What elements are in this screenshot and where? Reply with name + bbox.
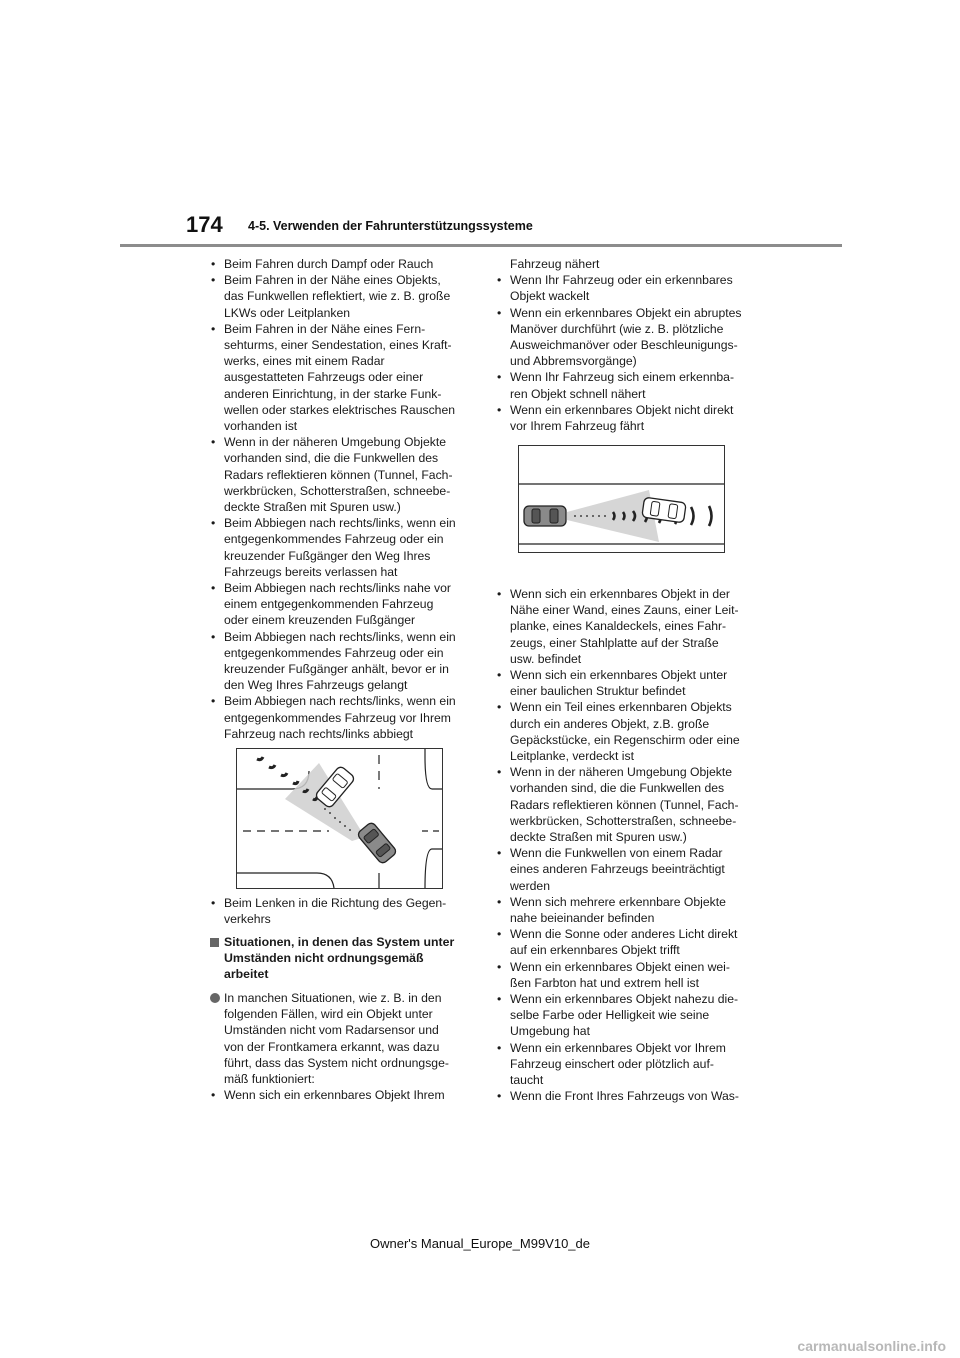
bullet-item: • Wenn die Funkwellen von einem Radar xyxy=(490,845,752,861)
bullet-item: • Wenn Ihr Fahrzeug sich einem erkennba- xyxy=(490,369,752,385)
bullet-item: • Beim Abbiegen nach rechts/links nahe vor xyxy=(204,580,470,596)
bullet-item: • Wenn sich ein erkennbares Objekt Ihrem xyxy=(204,1087,472,1103)
square-marker-icon xyxy=(210,938,219,947)
bullet-item: • Wenn ein Teil eines erkennbaren Objekts xyxy=(490,699,752,715)
right-top-list xyxy=(490,256,752,434)
intro-line: führt, dass das System nicht ordnungsge- xyxy=(224,1055,449,1070)
bullet-item-continuation: selbe Farbe oder Helligkeit wie seine xyxy=(510,1008,710,1023)
bullet-item: • Beim Abbiegen nach rechts/links, wenn ein xyxy=(204,693,470,709)
bullet-item-continuation: eines anderen Fahrzeugs beeinträchtigt xyxy=(510,862,725,877)
bullet-item-continuation: zeugs, einer Stahlplatte auf der Straße xyxy=(510,635,719,650)
subsection-heading-text xyxy=(210,934,472,982)
bullet-item-continuation: Manöver durchführt (wie z. B. plötzliche xyxy=(510,321,724,336)
bullet-item-continuation: werkbrücken, Schotterstraßen, schneebe- xyxy=(510,813,737,828)
bullet-item-continuation: Umgebung hat xyxy=(510,1024,590,1039)
own-car xyxy=(356,821,397,864)
left-bullet-list xyxy=(204,256,470,742)
right-column-bottom xyxy=(490,586,752,1105)
page-number: 174 xyxy=(186,212,223,237)
bullet-item-continuation: sehturms, einer Sendestation, eines Kraft- xyxy=(224,338,452,353)
road-figure xyxy=(518,445,725,553)
bullet-item-continuation: vorhanden ist xyxy=(224,419,298,434)
header-rule xyxy=(120,244,842,247)
right-bottom-list xyxy=(490,586,752,1105)
bullet-item-continuation: durch ein anderes Objekt, z.B. große xyxy=(510,716,710,731)
bullet-item-continuation: Gepäckstücke, ein Regenschirm oder eine xyxy=(510,732,740,747)
subsection-heading xyxy=(210,934,472,982)
heading-line: Situationen, in denen das System unter xyxy=(224,935,455,949)
intersection-figure xyxy=(236,748,443,889)
bullet-item-continuation: Nähe einer Wand, eines Zauns, einer Leit- xyxy=(510,603,739,618)
bullet-item-continuation: kreuzender Fußgänger anhält, bevor er in xyxy=(224,662,449,677)
bullet-item-continuation: kreuzender Fußgänger den Weg Ihres xyxy=(224,548,431,563)
bullet-item: • Wenn in der näheren Umgebung Objekte xyxy=(490,764,752,780)
bullet-item: • Beim Lenken in die Richtung des Gegen- xyxy=(204,895,470,911)
bullet-item: • Beim Abbiegen nach rechts/links, wenn ein xyxy=(204,515,470,531)
bullet-item-continuation: wellen oder starkes elektrisches Rauschen xyxy=(224,402,455,417)
bullet-item: • Wenn die Front Ihres Fahrzeugs von Was- xyxy=(490,1088,752,1104)
bullet-item-continuation: taucht xyxy=(510,1073,544,1088)
bullet-item: • Wenn ein erkennbares Objekt nicht direkt xyxy=(490,402,752,418)
bullet-item-continuation: werkbrücken, Schotterstraßen, schneebe- xyxy=(224,483,451,498)
intro-line: folgenden Fällen, wird ein Objekt unter xyxy=(224,1007,433,1022)
curb-bottom-left xyxy=(237,873,334,888)
left-column xyxy=(204,256,470,742)
intro-line: von der Frontkamera erkannt, was dazu xyxy=(224,1039,440,1054)
bullet-item: • Wenn sich ein erkennbares Objekt in der xyxy=(490,586,752,602)
bullet-item: • Wenn sich ein erkennbares Objekt unter xyxy=(490,667,752,683)
bullet-item: • Beim Fahren in der Nähe eines Fern- xyxy=(204,321,470,337)
intersection-illustration xyxy=(237,749,442,888)
bullet-item-continuation: einem entgegenkommenden Fahrzeug xyxy=(224,597,434,612)
bullet-item-continuation: entgegenkommendes Fahrzeug oder ein xyxy=(224,645,444,660)
bullet-item-continuation: ausgestatteten Fahrzeugs oder einer xyxy=(224,370,424,385)
bullet-item: • Wenn Ihr Fahrzeug oder ein erkennbares xyxy=(490,272,752,288)
bullet-item: • Wenn die Sonne oder anderes Licht direkt xyxy=(490,926,752,942)
bullet-item-continuation: Radars reflektieren können (Tunnel, Fach- xyxy=(510,797,739,812)
intro-line: In manchen Situationen, wie z. B. in den xyxy=(224,991,442,1005)
bullet-item: • Wenn ein erkennbares Objekt einen wei- xyxy=(490,959,752,975)
bullet-item-continuation: ren Objekt schnell nähert xyxy=(510,386,646,401)
heading-line: arbeitet xyxy=(224,967,269,981)
intro-paragraph xyxy=(210,990,472,1103)
bullet-item: • Wenn sich mehrere erkennbare Objekte xyxy=(490,894,752,910)
bullet-item-continuation: Fahrzeugs bereits verlassen hat xyxy=(224,564,398,579)
intro-line: mäß funktioniert: xyxy=(224,1072,315,1087)
bullet-item-continuation: werks, eines mit einem Radar xyxy=(224,354,385,369)
curb-top-right xyxy=(425,749,442,789)
section-title: 4-5. Verwenden der Fahrunterstützungssysteme xyxy=(248,219,533,233)
bullet-item-continuation: vorhanden sind, die die Funkwellen des xyxy=(224,451,439,466)
right-column-top xyxy=(490,256,752,434)
own-car xyxy=(524,506,566,526)
circle-marker-icon xyxy=(210,993,220,1003)
intro-bullet-list xyxy=(204,1087,472,1103)
bullet-item-continuation: ßen Farbton hat und extrem hell ist xyxy=(510,975,700,990)
bullet-item: • Wenn ein erkennbares Objekt ein abruptes xyxy=(490,305,752,321)
bullet-item-continuation: Objekt wackelt xyxy=(510,289,590,304)
bullet-item-continuation: entgegenkommendes Fahrzeug oder ein xyxy=(224,532,444,547)
bullet-item-continuation: Leitplanke, verdeckt ist xyxy=(510,749,634,764)
bullet-item-continuation: Fahrzeug nach rechts/links abbiegt xyxy=(224,726,414,741)
after-figure-bullet xyxy=(204,895,470,927)
heading-line: Umständen nicht ordnungsgemäß xyxy=(224,951,424,965)
bullet-item-continuation: Ausweichmanöver oder Beschleunigungs- xyxy=(510,338,738,353)
after-figure-text xyxy=(204,895,470,927)
bullet-item: • Wenn ein erkennbares Objekt nahezu die- xyxy=(490,991,752,1007)
bullet-item-continuation: vorhanden sind, die die Funkwellen des xyxy=(510,781,725,796)
watermark: carmanualsonline.info xyxy=(797,1338,946,1354)
bullet-item: • Wenn ein erkennbares Objekt vor Ihrem xyxy=(490,1040,752,1056)
bullet-item: • Beim Abbiegen nach rechts/links, wenn ein xyxy=(204,629,470,645)
bullet-item-continuation: das Funkwellen reflektiert, wie z. B. große xyxy=(224,289,451,304)
bullet-item-continuation: oder einem kreuzenden Fußgänger xyxy=(224,613,416,628)
bullet-item-continuation: einer baulichen Struktur befindet xyxy=(510,684,686,699)
bullet-item-continuation: Radars reflektieren können (Tunnel, Fach- xyxy=(224,467,453,482)
intro-text xyxy=(210,990,472,1087)
road-illustration xyxy=(519,446,724,552)
bullet-item-continuation: den Weg Ihres Fahrzeugs gelangt xyxy=(224,678,408,693)
bullet-item-continuation: Fahrzeug nähert xyxy=(510,257,600,271)
bullet-item-continuation: deckte Straßen mit Spuren usw.) xyxy=(224,500,401,515)
bullet-item: • Beim Fahren durch Dampf oder Rauch xyxy=(204,256,470,272)
curb-bottom-right xyxy=(425,849,442,888)
bullet-item-continuation: Fahrzeug einschert oder plötzlich auf- xyxy=(510,1056,714,1071)
bullet-item-continuation: LKWs oder Leitplanken xyxy=(224,305,351,320)
bullet-item-continuation: vor Ihrem Fahrzeug fährt xyxy=(510,419,645,434)
footer-manual-id: Owner's Manual_Europe_M99V10_de xyxy=(369,1236,590,1251)
bullet-item-continuation: werden xyxy=(510,878,550,893)
intro-line: Umständen nicht vom Radarsensor und xyxy=(224,1023,439,1038)
bullet-item-continuation: anderen Einrichtung, in der starke Funk- xyxy=(224,386,442,401)
bullet-item-continuation: und Abbremsvorgänge) xyxy=(510,354,637,369)
bullet-item: • Wenn in der näheren Umgebung Objekte xyxy=(204,434,470,450)
bullet-item-continuation: planke, eines Kanaldeckels, eines Fahr- xyxy=(510,619,727,634)
bullet-item-continuation: entgegenkommendes Fahrzeug vor Ihrem xyxy=(224,710,451,725)
bullet-item-continuation: usw. befindet xyxy=(510,651,582,666)
bullet-item-continuation: nahe beieinander befinden xyxy=(510,911,655,926)
bullet-item-continuation: verkehrs xyxy=(224,912,271,927)
bullet-item-continuation: auf ein erkennbares Objekt trifft xyxy=(510,943,680,958)
bullet-item: • Beim Fahren in der Nähe eines Objekts, xyxy=(204,272,470,288)
bullet-item-continuation: deckte Straßen mit Spuren usw.) xyxy=(510,830,687,845)
